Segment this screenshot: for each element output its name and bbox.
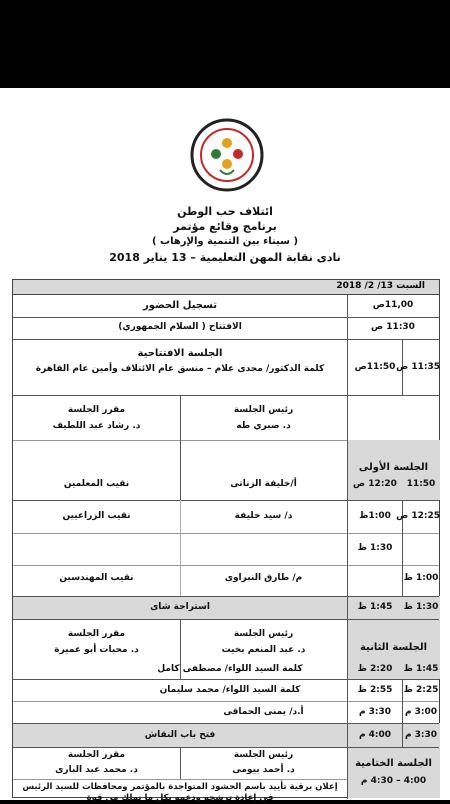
closing-session-time: 4:00 – 4:30 م (360, 776, 427, 786)
registration-time: 11,00ص (372, 300, 414, 310)
s2-row1-speaker: كلمة السيد اللواء/ مصطفى كامل (157, 664, 303, 674)
s1-row2-to: 1:00ظ (359, 511, 391, 521)
break-from: 1:30 ظ (403, 602, 439, 612)
venue-date: نادى نقابة المهن التعليمية – 13 يناير 2018 (109, 251, 341, 264)
opening-session-desc: كلمة الدكتور/ مجدى علام – منسق عام الائتلاف وأمين عام القاهرة (35, 364, 325, 374)
coalition-name: ائتلاف حب الوطن (177, 205, 273, 218)
closing-note: إعلان برقية تأييد باسم الحشود المتواجدة بالمؤتمر ومحافظات للسيد الرئيس فى إعادة ترشحه ودعمه بكل ما نملك من قوة (22, 782, 338, 803)
s1-row3-role: نقيب المهندسين (59, 573, 134, 583)
opening-event: الافتتاح ( السلام الجمهوري) (118, 322, 242, 332)
s2-row3-to: 3:30 م (358, 707, 392, 717)
session-1-label: الجلسة الأولى (358, 462, 429, 473)
s2-row3-from: 3:00 م (404, 707, 438, 717)
session-2-chair-title: رئيس الجلسة (233, 629, 294, 639)
session-2-label: الجلسة الثانية (359, 642, 428, 653)
discussion-label: فتح باب النقاش (144, 730, 216, 740)
session-2-rapporteur: د. محبات أبو عميرة (54, 645, 139, 655)
opening-session-end: 11:50ص (354, 362, 396, 372)
opening-session-title: الجلسة الافتتاحية (137, 348, 223, 359)
closing-rapporteur: د. محمد عبد البارى (55, 765, 138, 775)
s2-row2-from: 2:25 ظ (403, 685, 439, 695)
s1-row2-role: نقيب الزراعيين (62, 511, 131, 521)
s2-row3-speaker: أ.د/ يمنى الحماقى (223, 707, 304, 717)
program-title: برنامج وقائع مؤتمر (173, 220, 277, 233)
opening-time: 11:30 ص (371, 322, 415, 332)
conference-theme: ( سيناء بين التنمية والإرهاب ) (151, 236, 299, 247)
discussion-from: 3:30 م (404, 730, 438, 740)
break-label: استراحة شاى (150, 602, 210, 612)
session-1-rapporteur: د. رشاد عبد اللطيف (52, 421, 141, 431)
s1-row3-to: 1:30 ظ (357, 543, 393, 553)
closing-chair-title: رئيس الجلسة (233, 750, 294, 760)
session-2-chair: د. عبد المنعم بخيت (221, 645, 306, 655)
s1-row2-speaker: د/ سيد خليفة (234, 511, 293, 521)
schedule-date: السبت 13/ 2/ 2018 (336, 281, 425, 291)
closing-chair: د. أحمد بيومى (232, 765, 295, 775)
schedule-table (12, 279, 440, 803)
s1-row1-speaker: أ/خليفة الزناتى (230, 479, 297, 489)
s2-row1-from: 1:45 ظ (403, 664, 439, 674)
document-page (0, 88, 450, 803)
closing-session-label: الجلسة الختامية (355, 758, 432, 769)
s1-row3-from: 1:00 ظ (403, 573, 439, 583)
date-row (13, 280, 439, 295)
break-to: 1:45 ظ (357, 602, 393, 612)
session-2-rapporteur-title: مقرر الجلسة (67, 629, 126, 639)
s1-row1-role: نقيب المعلمين (63, 479, 130, 489)
closing-rapporteur-title: مقرر الجلسة (67, 750, 126, 760)
s2-row2-to: 2:55 ظ (357, 685, 393, 695)
s2-row2-speaker: كلمة السيد اللواء/ محمد سليمان (159, 685, 301, 695)
registration-event: تسجيل الحضور (143, 300, 217, 311)
s1-row3-speaker: م/ طارق النبراوى (224, 573, 303, 583)
s1-row1-to: 12:20 ص (353, 479, 397, 489)
coalition-logo (190, 118, 264, 192)
opening-session-start: 11:35 ص (396, 362, 440, 372)
session-1-rapporteur-title: مقرر الجلسة (67, 405, 126, 415)
s2-row1-to: 2:20 ظ (357, 664, 393, 674)
session-1-chair: د. صبري طه (236, 421, 291, 431)
discussion-to: 4:00 م (358, 730, 392, 740)
session-1-chair-title: رئيس الجلسة (233, 405, 294, 415)
s1-row2-from: 12:25 ص (396, 511, 440, 521)
s1-row1-from: 11:50 (406, 479, 436, 489)
